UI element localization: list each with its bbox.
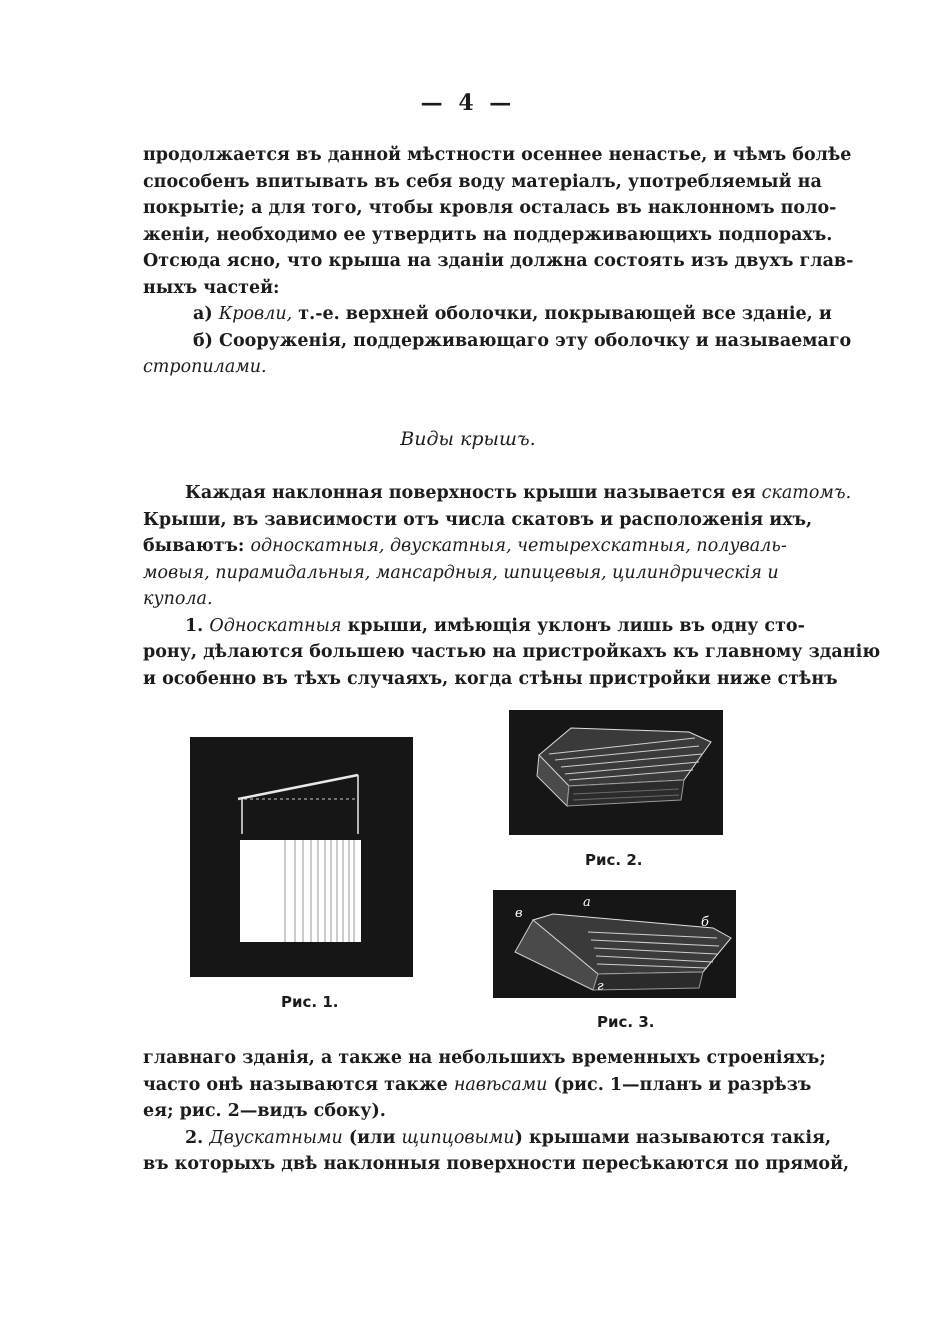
- types-paragraph: [143, 480, 881, 692]
- text-line: продолжается въ данной мѣстности осеннее ненастье, и чѣмъ болѣе: [143, 145, 852, 165]
- figure-1-illustration: [190, 737, 413, 977]
- figure-2-caption: Рис. 2.: [585, 851, 643, 869]
- text-line: [143, 480, 852, 507]
- text-line: главнаго зданія, а также на небольшихъ временныхъ строеніяхъ;: [143, 1048, 826, 1068]
- term-skatom: скатомъ.: [761, 483, 852, 503]
- term-dvuskatnye: Двускатными: [209, 1127, 343, 1148]
- text-span: бываютъ:: [143, 536, 251, 556]
- figure-3-label-g: г: [597, 979, 604, 994]
- term-shchiptsovye: щипцовыми: [401, 1127, 515, 1148]
- text-span: (или: [342, 1127, 402, 1148]
- list-item-a: [143, 301, 832, 328]
- text-span: 2.: [185, 1127, 210, 1148]
- figure-1: [190, 737, 413, 977]
- text-line: [143, 533, 795, 560]
- text-line: ныхъ частей:: [143, 277, 280, 298]
- section-heading: Виды крышъ.: [400, 428, 536, 450]
- text-span: крыши, имѣющія уклонъ лишь въ одну сто-: [341, 615, 805, 636]
- bottom-paragraph: [143, 1045, 850, 1178]
- text-line: женіи, необходимо ее утвердить на поддерживающихъ подпорахъ.: [143, 224, 833, 245]
- text-span: Каждая наклонная поверхность крыши называется ея: [185, 483, 762, 503]
- text-span: ) крышами называются такія,: [514, 1127, 832, 1148]
- text-line: [143, 354, 795, 381]
- term-krovli: Кровли,: [218, 304, 293, 324]
- text-line: Отсюда ясно, что крыша на зданіи должна состоять изъ двухъ глав-: [143, 251, 854, 271]
- list-item-b: б) Сооруженія, поддерживающаго эту оболочку и называемаго: [193, 330, 852, 351]
- figure-2: [509, 710, 723, 835]
- text-line: Крыши, въ зависимости отъ числа скатовъ и расположенія ихъ,: [143, 509, 813, 530]
- text-line: покрытіе; а для того, чтобы кровля осталась въ наклонномъ поло-: [143, 198, 837, 218]
- roof-types-list: односкатныя, двускатныя, четырехскатныя, полуваль-: [250, 536, 787, 556]
- figure-3: [493, 890, 736, 998]
- term-stropila: стропилами.: [143, 357, 267, 377]
- text-line: и особенно въ тѣхъ случаяхъ, когда стѣны пристройки ниже стѣнъ: [143, 668, 838, 689]
- text-line: [143, 1072, 812, 1099]
- figure-3-label-b: б: [701, 915, 709, 930]
- figure-3-label-v: в: [515, 906, 523, 921]
- text-line: въ которыхъ двѣ наклонныя поверхности пересѣкаются по прямой,: [143, 1154, 850, 1174]
- text-line: [143, 613, 805, 640]
- figure-3-illustration: [493, 890, 736, 998]
- text-line: ея; рис. 2—видъ сбоку).: [143, 1101, 386, 1121]
- text-line: рону, дѣлаются большею частью на пристройкахъ къ главному зданію: [143, 642, 881, 662]
- term-odnoskatnye: Односкатныя: [209, 615, 342, 636]
- text-span: (рис. 1—планъ и разрѣзъ: [547, 1074, 812, 1095]
- page-number: — 4 —: [420, 90, 516, 116]
- figure-2-illustration: [509, 710, 723, 835]
- text-span: 1.: [185, 615, 210, 636]
- text-span: часто онѣ называются также: [143, 1074, 454, 1095]
- roof-types-list-cont: мовыя, пирамидальныя, мансардныя, шпицевыя, цилиндрическія и: [143, 562, 779, 583]
- figure-3-caption: Рис. 3.: [597, 1013, 655, 1031]
- figure-3-label-a: а: [583, 895, 591, 910]
- list-a-text: т.-е. верхней оболочки, покрывающей все зданіе, и: [292, 304, 832, 324]
- text-line: способенъ впитывать въ себя воду матеріалъ, употребляемый на: [143, 171, 822, 192]
- list-a-prefix: а): [193, 304, 219, 324]
- term-navesy: навѣсами: [453, 1074, 548, 1095]
- figure-1-caption: Рис. 1.: [281, 993, 339, 1011]
- top-paragraph: [143, 142, 854, 381]
- text-line: [143, 1125, 832, 1152]
- roof-types-list-end: купола.: [143, 589, 213, 609]
